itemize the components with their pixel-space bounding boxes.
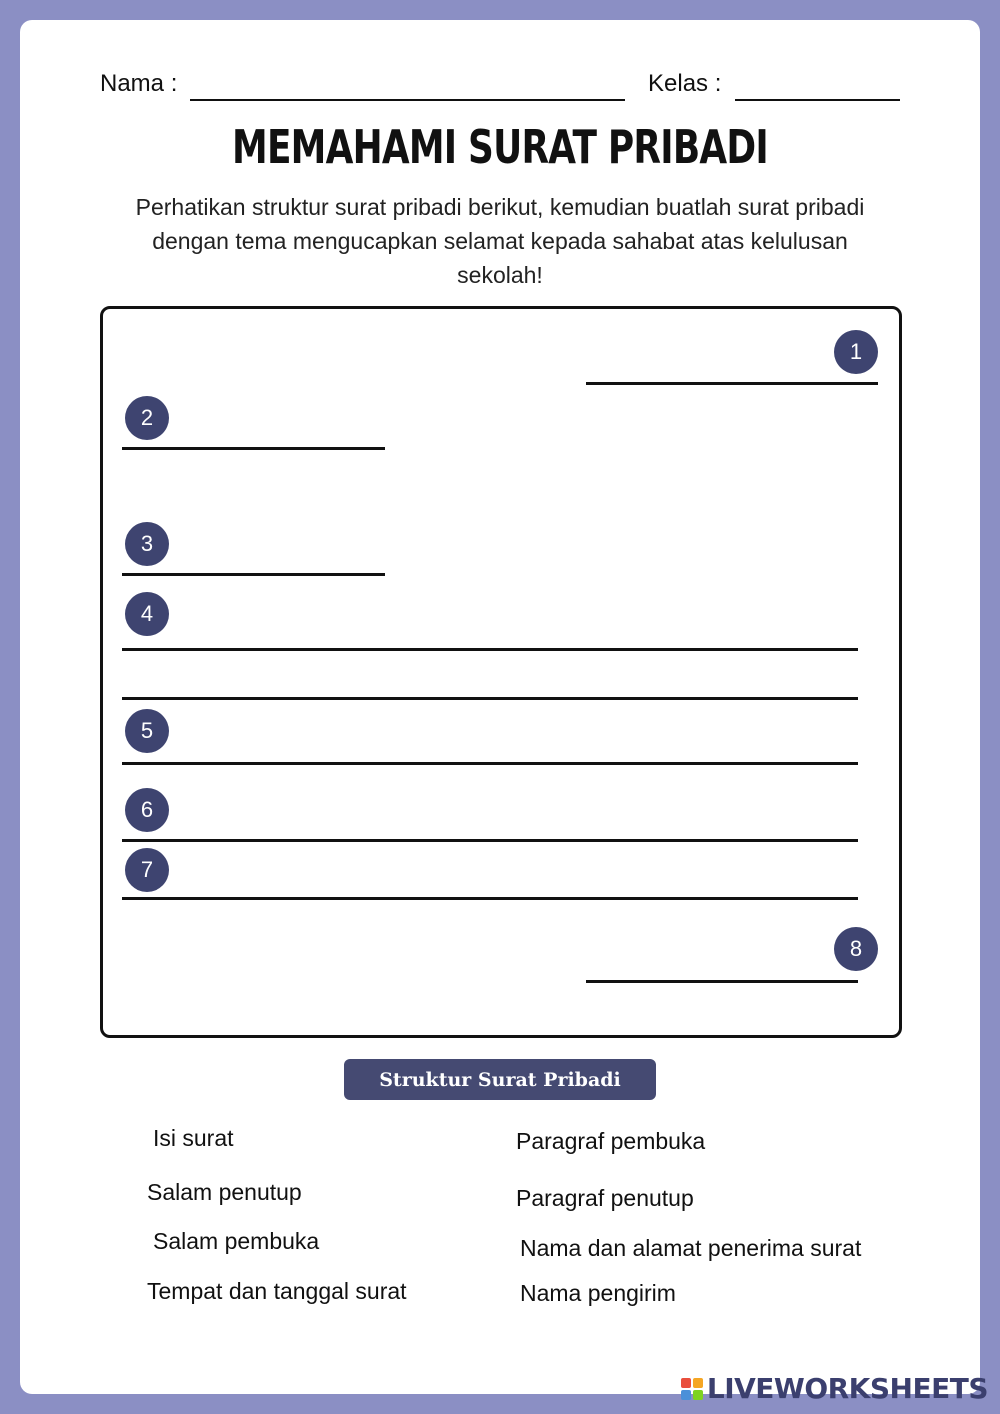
class-input-line[interactable] [735, 99, 900, 101]
badge-5: 5 [125, 709, 169, 753]
answer-line-5[interactable] [122, 762, 858, 765]
word-bank-title: Struktur Surat Pribadi [344, 1059, 656, 1100]
badge-8: 8 [834, 927, 878, 971]
answer-line-3[interactable] [122, 573, 385, 576]
class-label: Kelas : [648, 70, 722, 97]
badge-4: 4 [125, 592, 169, 636]
answer-line-8[interactable] [586, 980, 858, 983]
option-nama-pengirim[interactable]: Nama pengirim [520, 1280, 676, 1306]
answer-line-4a[interactable] [122, 648, 858, 651]
name-input-line[interactable] [190, 99, 625, 101]
logo-square [681, 1390, 691, 1400]
badge-1: 1 [834, 330, 878, 374]
brand-name: LIVEWORKSHEETS [706, 1372, 988, 1405]
logo-square [693, 1378, 703, 1388]
option-paragraf-pembuka[interactable]: Paragraf pembuka [516, 1128, 706, 1154]
badge-3: 3 [125, 522, 169, 566]
option-salam-penutup[interactable]: Salam penutup [147, 1179, 302, 1205]
answer-line-6[interactable] [122, 839, 858, 842]
option-nama-alamat-penerima[interactable]: Nama dan alamat penerima surat [520, 1235, 862, 1261]
badge-7: 7 [125, 848, 169, 892]
badge-6: 6 [125, 788, 169, 832]
option-salam-pembuka[interactable]: Salam pembuka [153, 1228, 320, 1254]
option-tempat-tanggal[interactable]: Tempat dan tanggal surat [147, 1278, 407, 1304]
badge-2: 2 [125, 396, 169, 440]
logo-square [681, 1378, 691, 1388]
letter-structure-box [100, 306, 902, 1038]
option-isi-surat[interactable]: Isi surat [153, 1125, 234, 1151]
logo-square [693, 1390, 703, 1400]
page-title: MEMAHAMI SURAT PRIBADI [232, 120, 768, 174]
name-label: Nama : [100, 70, 178, 97]
answer-line-2[interactable] [122, 447, 385, 450]
answer-line-1[interactable] [586, 382, 878, 385]
liveworksheets-logo-icon [681, 1378, 703, 1400]
liveworksheets-brand [681, 1372, 988, 1405]
option-paragraf-penutup[interactable]: Paragraf penutup [516, 1185, 694, 1211]
instructions-text: Perhatikan struktur surat pribadi berikut, kemudian buatlah surat pribadi dengan tema mengucapkan selamat kepada sahabat atas kelulusan sekolah! [135, 194, 865, 288]
answer-line-4b[interactable] [122, 697, 858, 700]
answer-line-7[interactable] [122, 897, 858, 900]
